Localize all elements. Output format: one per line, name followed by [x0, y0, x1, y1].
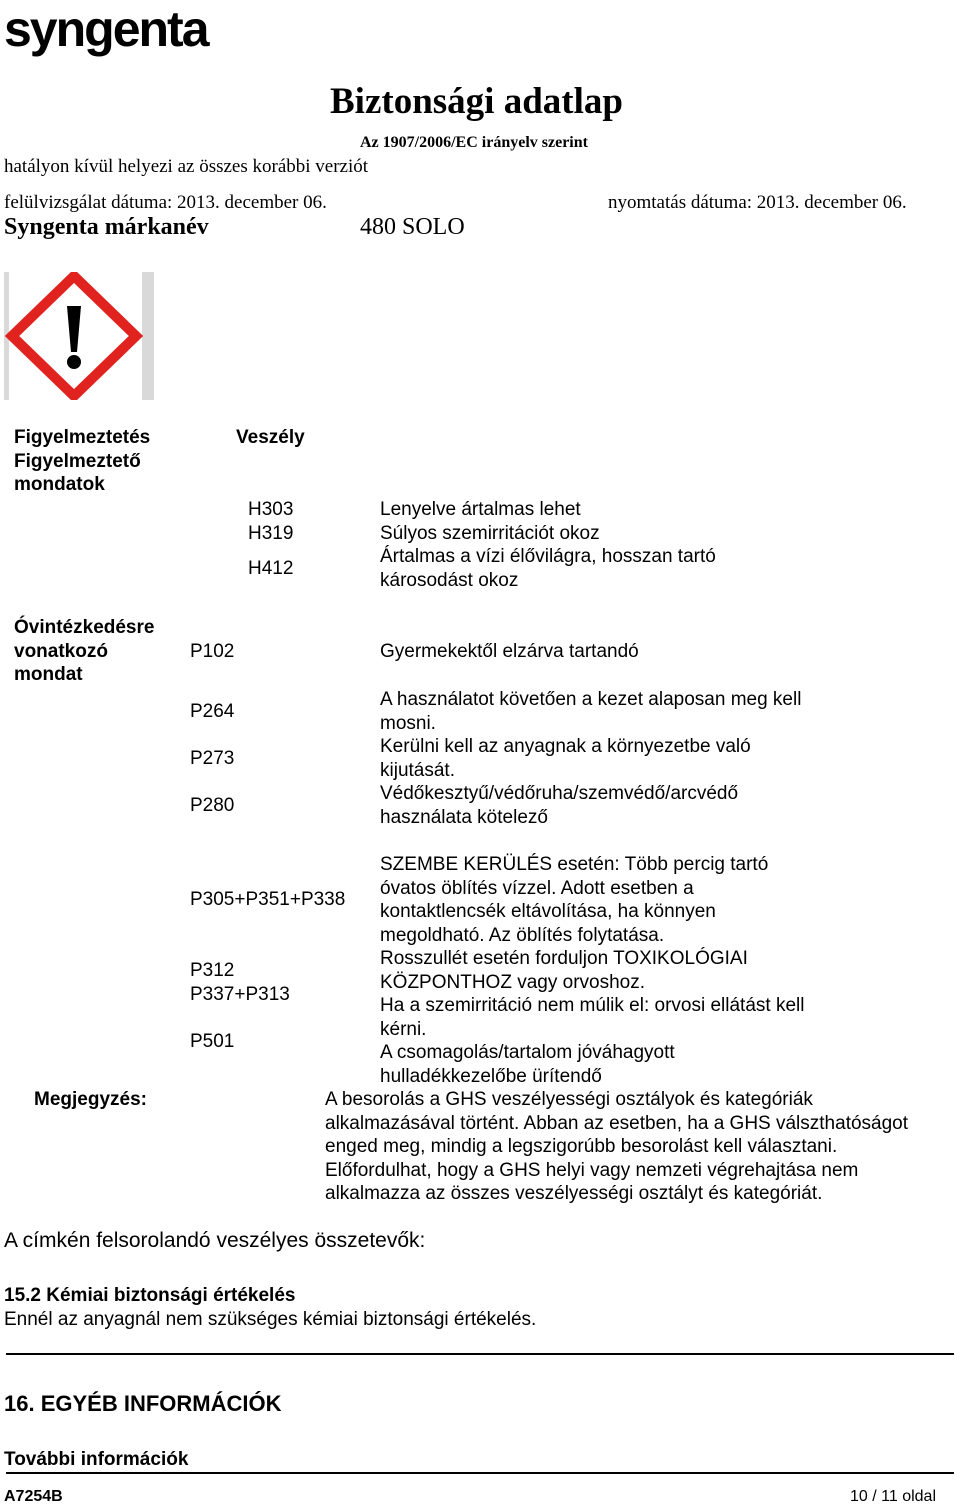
- precaution-statement: Gyermekektől elzárva tartandó: [380, 641, 639, 662]
- page-number: 10 / 11 oldal: [850, 1488, 936, 1505]
- regulation-reference: Az 1907/2006/EC irányelv szerint: [360, 134, 588, 151]
- ghs-exclamation-mark-icon: [4, 272, 154, 400]
- note-label: Megjegyzés:: [34, 1089, 147, 1110]
- warning-label-line: mondatok: [14, 474, 105, 495]
- hazard-statement: Ártalmas a vízi élővilágra, hosszan tartó károsodást okoz: [380, 546, 716, 591]
- document-title: Biztonsági adatlap: [330, 81, 623, 122]
- precaution-statement: SZEMBE KERÜLÉS esetén: Több percig tartó óvatos öblítés vízzel. Adott esetben a kontaktlencsék eltávolítása, ha könnyen megoldható. Az öblítés folytatása.: [380, 854, 769, 946]
- hazard-code: H319: [248, 523, 294, 544]
- hazard-code: H412: [248, 558, 294, 579]
- precaution-code: P312: [190, 960, 235, 981]
- syngenta-logo: syngenta: [4, 1, 208, 57]
- footer-divider: [6, 1472, 954, 1474]
- section-16-heading: 16. EGYÉB INFORMÁCIÓK: [4, 1391, 282, 1416]
- section-divider: [6, 1353, 954, 1355]
- brand-name-label: Syngenta márkanév: [4, 214, 209, 240]
- precaution-statement: Védőkesztyű/védőruha/szemvédő/arcvédő használata kötelező: [380, 783, 739, 828]
- hazard-statement: Lenyelve ártalmas lehet: [380, 499, 581, 520]
- precaution-code: P264: [190, 701, 235, 722]
- precaution-label-line: Óvintézkedésre: [14, 617, 155, 638]
- warning-label-line: Figyelmeztetés: [14, 427, 151, 448]
- precaution-label-line: mondat: [14, 664, 83, 685]
- revision-date: felülvizsgálat dátuma: 2013. december 06.: [4, 192, 327, 213]
- precaution-code: P305+P351+P338: [190, 889, 346, 910]
- print-date: nyomtatás dátuma: 2013. december 06.: [608, 192, 907, 213]
- precaution-statement: Kerülni kell az anyagnak a környezetbe való kijutását.: [380, 736, 751, 781]
- precaution-statement: A csomagolás/tartalom jóváhagyott hulladékkezelőbe ürítendő: [380, 1042, 675, 1087]
- precaution-label-line: vonatkozó: [14, 640, 108, 662]
- hazardous-components-label: A címkén felsorolandó veszélyes összetevők:: [4, 1229, 426, 1252]
- hazard-statement: Súlyos szemirritációt okoz: [380, 523, 600, 544]
- warning-label: [14, 426, 150, 497]
- section-15-2-text: Ennél az anyagnál nem szükséges kémiai biztonsági értékelés.: [4, 1309, 537, 1330]
- section-15-2-heading: 15.2 Kémiai biztonsági értékelés: [4, 1285, 296, 1306]
- precaution-statement: Rosszullét esetén forduljon TOXIKOLÓGIAI KÖZPONTHOZ vagy orvoshoz.: [380, 948, 748, 993]
- precaution-code: P102: [190, 641, 235, 662]
- precaution-statement: Ha a szemirritáció nem múlik el: orvosi ellátást kell kérni.: [380, 995, 805, 1040]
- precaution-statement: A használatot követően a kezet alaposan meg kell mosni.: [380, 689, 802, 734]
- document-code: A7254B: [4, 1488, 63, 1505]
- precaution-label: [14, 616, 154, 687]
- precaution-code: P337+P313: [190, 984, 290, 1005]
- supersedes-note: hatályon kívül helyezi az összes korábbi verziót: [4, 156, 369, 177]
- product-name: 480 SOLO: [360, 214, 465, 240]
- precaution-code: P280: [190, 795, 235, 816]
- warning-label-line: Figyelmeztető: [14, 450, 141, 472]
- hazard-code: H303: [248, 499, 294, 520]
- note-text: A besorolás a GHS veszélyességi osztályok és kategóriák alkalmazásával történt. Abban az esetben, ha a GHS válszthatóságot enged meg, mindig a legszigorúbb besorolást kell választani. Előfordulhat, hogy a GHS helyi vagy nemzeti végrehajtása nem alkalmazza az összes veszélyességi osztályt és kategóriát.: [325, 1089, 909, 1204]
- precaution-code: P273: [190, 748, 235, 769]
- signal-word: Veszély: [236, 427, 305, 448]
- section-16-subheading: További információk: [4, 1449, 189, 1470]
- precaution-code: P501: [190, 1031, 235, 1052]
